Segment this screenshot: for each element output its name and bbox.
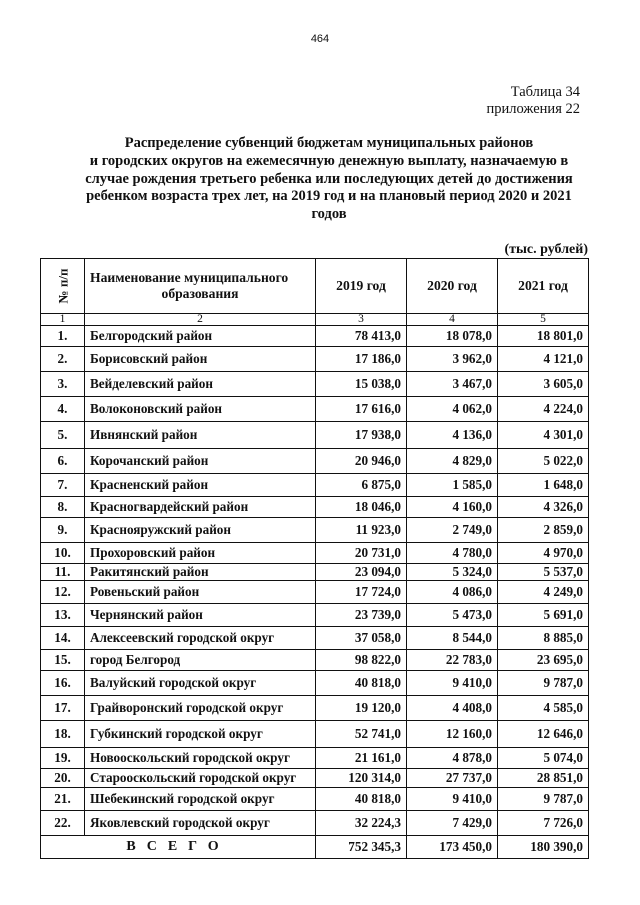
table-label: Таблица 34 [510, 84, 580, 100]
value-2021: 7 726,0 [498, 811, 589, 836]
table-row [41, 347, 589, 372]
row-number: 11. [41, 564, 85, 581]
value-2020: 4 408,0 [407, 696, 498, 721]
table-reference [487, 84, 580, 118]
row-number: 18. [41, 721, 85, 748]
row-number: 8. [41, 497, 85, 518]
value-2021: 5 074,0 [498, 748, 589, 769]
row-number: 10. [41, 543, 85, 564]
value-2019: 32 224,3 [316, 811, 407, 836]
value-2020: 9 410,0 [407, 671, 498, 696]
value-2019: 52 741,0 [316, 721, 407, 748]
column-header-2019: 2019 год [316, 259, 407, 314]
value-2019: 17 616,0 [316, 397, 407, 422]
row-number: 5. [41, 422, 85, 449]
municipality-name: Прохоровский район [85, 543, 316, 564]
value-2020: 18 078,0 [407, 326, 498, 347]
value-2021: 5 691,0 [498, 604, 589, 627]
appendix-label: приложения 22 [486, 101, 580, 117]
value-2021: 4 970,0 [498, 543, 589, 564]
value-2021: 9 787,0 [498, 671, 589, 696]
column-header-2021: 2021 год [498, 259, 589, 314]
row-number: 2. [41, 347, 85, 372]
municipality-name: Ровеньский район [85, 581, 316, 604]
value-2019: 37 058,0 [316, 627, 407, 650]
row-number: 22. [41, 811, 85, 836]
value-2021: 4 249,0 [498, 581, 589, 604]
table-row [41, 811, 589, 836]
value-2020: 12 160,0 [407, 721, 498, 748]
table-row [41, 474, 589, 497]
column-index: 1 [41, 314, 85, 326]
column-header-2020: 2020 год [407, 259, 498, 314]
value-2020: 5 473,0 [407, 604, 498, 627]
value-2019: 23 739,0 [316, 604, 407, 627]
municipality-name: Краснояружский район [85, 518, 316, 543]
municipality-name: Ракитянский район [85, 564, 316, 581]
row-number: 12. [41, 581, 85, 604]
value-2021: 18 801,0 [498, 326, 589, 347]
table-row [41, 581, 589, 604]
table-row [41, 627, 589, 650]
title-line: и городских округов на ежемесячную денежную выплату, назначаемую в [89, 152, 569, 169]
municipality-name: Новооскольский городской округ [85, 748, 316, 769]
municipality-name: Алексеевский городской округ [85, 627, 316, 650]
table-row [41, 543, 589, 564]
column-index: 5 [498, 314, 589, 326]
value-2021: 4 224,0 [498, 397, 589, 422]
municipality-name: Волоконовский район [85, 397, 316, 422]
value-2019: 17 724,0 [316, 581, 407, 604]
value-2020: 4 160,0 [407, 497, 498, 518]
municipality-name: Вейделевский район [85, 372, 316, 397]
row-number: 19. [41, 748, 85, 769]
value-2020: 4 878,0 [407, 748, 498, 769]
value-2019: 19 120,0 [316, 696, 407, 721]
value-2020: 27 737,0 [407, 769, 498, 788]
page-number: 464 [310, 33, 330, 45]
table-row [41, 696, 589, 721]
value-2021: 23 695,0 [498, 650, 589, 671]
value-2019: 23 094,0 [316, 564, 407, 581]
title-line: Распределение субвенций бюджетам муниципальных районов [124, 135, 534, 151]
row-number: 14. [41, 627, 85, 650]
total-2021: 180 390,0 [498, 836, 589, 859]
value-2020: 7 429,0 [407, 811, 498, 836]
row-number: 20. [41, 769, 85, 788]
subvention-table [40, 258, 589, 859]
value-2019: 6 875,0 [316, 474, 407, 497]
row-number: 3. [41, 372, 85, 397]
column-index: 3 [316, 314, 407, 326]
table-row [41, 497, 589, 518]
total-label: ВСЕГО [41, 836, 316, 859]
value-2021: 5 022,0 [498, 449, 589, 474]
value-2019: 20 946,0 [316, 449, 407, 474]
value-2020: 22 783,0 [407, 650, 498, 671]
municipality-name: Старооскольский городской округ [85, 769, 316, 788]
value-2021: 9 787,0 [498, 788, 589, 811]
municipality-name: Белгородский район [85, 326, 316, 347]
municipality-name: Красненский район [85, 474, 316, 497]
table-row [41, 372, 589, 397]
value-2019: 98 822,0 [316, 650, 407, 671]
row-number: 1. [41, 326, 85, 347]
header-row [41, 259, 589, 314]
row-number: 6. [41, 449, 85, 474]
table-row [41, 748, 589, 769]
municipality-name: Ивнянский район [85, 422, 316, 449]
value-2021: 28 851,0 [498, 769, 589, 788]
title-line: случае рождения третьего ребенка или последующих детей до достижения [85, 170, 573, 187]
value-2019: 17 938,0 [316, 422, 407, 449]
value-2021: 4 585,0 [498, 696, 589, 721]
table-row [41, 326, 589, 347]
municipality-name: Губкинский городской округ [85, 721, 316, 748]
column-index-row [41, 314, 589, 326]
value-2019: 15 038,0 [316, 372, 407, 397]
row-number: 17. [41, 696, 85, 721]
value-2019: 40 818,0 [316, 788, 407, 811]
column-header-number: № п/п [41, 259, 85, 314]
value-2020: 5 324,0 [407, 564, 498, 581]
row-number: 4. [41, 397, 85, 422]
column-index: 4 [407, 314, 498, 326]
value-2020: 9 410,0 [407, 788, 498, 811]
municipality-name: Шебекинский городской округ [85, 788, 316, 811]
municipality-name: Яковлевский городской округ [85, 811, 316, 836]
value-2020: 3 467,0 [407, 372, 498, 397]
value-2019: 120 314,0 [316, 769, 407, 788]
table-row [41, 788, 589, 811]
value-2021: 2 859,0 [498, 518, 589, 543]
row-number: 15. [41, 650, 85, 671]
value-2021: 12 646,0 [498, 721, 589, 748]
table-row [41, 449, 589, 474]
table-row [41, 671, 589, 696]
row-number: 16. [41, 671, 85, 696]
column-header-name: Наименование муниципального образования [85, 259, 316, 314]
row-number: 9. [41, 518, 85, 543]
row-number: 21. [41, 788, 85, 811]
value-2020: 4 086,0 [407, 581, 498, 604]
value-2021: 5 537,0 [498, 564, 589, 581]
row-number: 7. [41, 474, 85, 497]
column-index: 2 [85, 314, 316, 326]
value-2021: 4 301,0 [498, 422, 589, 449]
value-2020: 4 829,0 [407, 449, 498, 474]
municipality-name: Красногвардейский район [85, 497, 316, 518]
total-2019: 752 345,3 [316, 836, 407, 859]
table-row [41, 721, 589, 748]
row-number: 13. [41, 604, 85, 627]
value-2019: 18 046,0 [316, 497, 407, 518]
value-2020: 2 749,0 [407, 518, 498, 543]
value-2021: 1 648,0 [498, 474, 589, 497]
municipality-name: Чернянский район [85, 604, 316, 627]
table-row [41, 518, 589, 543]
value-2020: 4 136,0 [407, 422, 498, 449]
value-2020: 4 780,0 [407, 543, 498, 564]
value-2020: 4 062,0 [407, 397, 498, 422]
municipality-name: Корочанский район [85, 449, 316, 474]
value-2019: 78 413,0 [316, 326, 407, 347]
value-2021: 4 326,0 [498, 497, 589, 518]
table-row [41, 564, 589, 581]
value-2019: 21 161,0 [316, 748, 407, 769]
value-2021: 8 885,0 [498, 627, 589, 650]
value-2021: 4 121,0 [498, 347, 589, 372]
unit-label: (тыс. рублей) [504, 242, 588, 257]
municipality-name: Борисовский район [85, 347, 316, 372]
table-row [41, 650, 589, 671]
municipality-name: Грайворонский городской округ [85, 696, 316, 721]
value-2020: 3 962,0 [407, 347, 498, 372]
document-title [60, 135, 598, 224]
total-row [41, 836, 589, 859]
table-row [41, 422, 589, 449]
value-2019: 17 186,0 [316, 347, 407, 372]
value-2019: 40 818,0 [316, 671, 407, 696]
value-2020: 1 585,0 [407, 474, 498, 497]
table-row [41, 604, 589, 627]
municipality-name: город Белгород [85, 650, 316, 671]
value-2019: 20 731,0 [316, 543, 407, 564]
table-row [41, 769, 589, 788]
value-2021: 3 605,0 [498, 372, 589, 397]
table-row [41, 397, 589, 422]
title-line: годов [311, 206, 347, 223]
title-line: ребенком возраста трех лет, на 2019 год и на плановый период 2020 и 2021 [86, 188, 572, 205]
value-2019: 11 923,0 [316, 518, 407, 543]
value-2020: 8 544,0 [407, 627, 498, 650]
municipality-name: Валуйский городской округ [85, 671, 316, 696]
total-2020: 173 450,0 [407, 836, 498, 859]
